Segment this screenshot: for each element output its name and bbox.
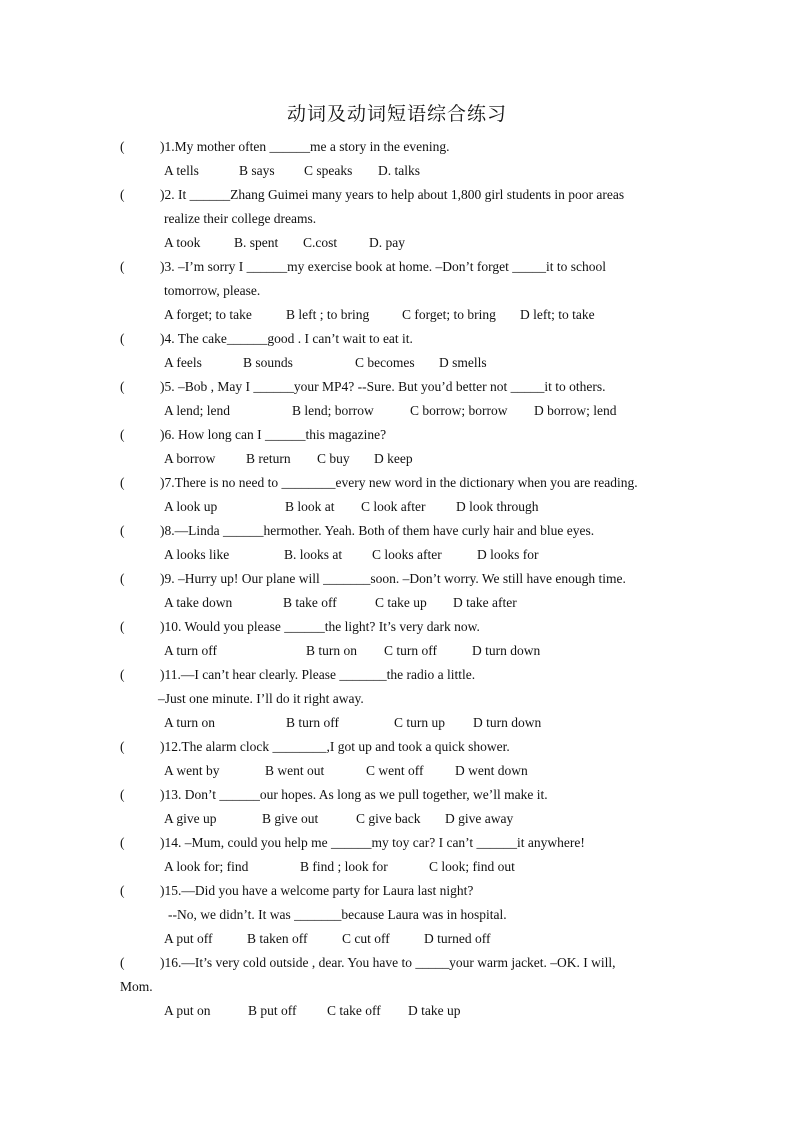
question-8 (120, 519, 594, 543)
option-b: B sounds (243, 355, 293, 370)
question-text: )10. Would you please ______the light? It’s very dark now. (160, 619, 480, 634)
options-2 (164, 231, 405, 255)
option-d: D give away (445, 811, 514, 826)
option-b: B put off (248, 1003, 297, 1018)
option-b: B. spent (234, 235, 279, 250)
option-c: C turn up (394, 715, 446, 730)
option-d: D turned off (424, 931, 491, 946)
option-a: A went by (164, 763, 220, 778)
options-13 (164, 807, 513, 831)
option-b: B went out (265, 763, 325, 778)
option-b: B turn on (306, 643, 358, 658)
options-14 (164, 855, 515, 879)
question-2-continuation: realize their college dreams. (164, 211, 317, 226)
question-9 (120, 567, 626, 591)
option-c: C take off (327, 1003, 381, 1018)
option-c: C look; find out (429, 859, 515, 874)
option-a: A turn off (164, 643, 217, 658)
worksheet-title: 动词及动词短语综合练习 (286, 103, 507, 125)
option-a: A put on (164, 1003, 211, 1018)
answer-paren: ( (120, 259, 125, 274)
options-12 (164, 759, 528, 783)
question-6 (120, 423, 386, 447)
option-a: A took (164, 235, 201, 250)
answer-paren: ( (120, 667, 125, 682)
options-15 (164, 927, 491, 951)
option-a: A look up (164, 499, 218, 514)
option-b: B left ; to bring (286, 307, 370, 322)
question-14 (120, 831, 585, 855)
question-11-continuation: –Just one minute. I’ll do it right away. (158, 691, 364, 706)
option-d: D. pay (369, 235, 405, 250)
option-d: D look through (456, 499, 539, 514)
question-text: )4. The cake______good . I can’t wait to eat it. (160, 331, 413, 346)
option-d: D take after (453, 595, 517, 610)
option-c: C take up (375, 595, 427, 610)
answer-paren: ( (120, 739, 125, 754)
option-d: D keep (374, 451, 413, 466)
answer-paren: ( (120, 139, 125, 154)
option-c: C give back (356, 811, 421, 826)
option-b: B look at (285, 499, 335, 514)
answer-paren: ( (120, 883, 125, 898)
answer-paren: ( (120, 379, 125, 394)
question-11 (120, 663, 475, 687)
answer-paren: ( (120, 331, 125, 346)
question-12 (120, 735, 510, 759)
question-text: )2. It ______Zhang Guimei many years to help about 1,800 girl students in poor areas (160, 187, 625, 202)
answer-paren: ( (120, 475, 125, 490)
options-7 (164, 495, 539, 519)
question-text: )5. –Bob , May I ______your MP4? --Sure. But you’d better not _____it to others. (160, 379, 606, 394)
option-c: C.cost (303, 235, 338, 250)
option-d: D take up (408, 1003, 461, 1018)
question-16 (120, 951, 616, 975)
question-4 (120, 327, 413, 351)
options-4 (164, 351, 487, 375)
answer-paren: ( (120, 835, 125, 850)
options-1 (164, 159, 420, 183)
option-c: C buy (317, 451, 350, 466)
options-11 (164, 711, 541, 735)
answer-paren: ( (120, 787, 125, 802)
option-a: A look for; find (164, 859, 249, 874)
options-16 (164, 999, 460, 1023)
question-text: )13. Don’t ______our hopes. As long as we pull together, we’ll make it. (160, 787, 548, 802)
answer-paren: ( (120, 571, 125, 586)
option-b: B give out (262, 811, 319, 826)
option-b: B turn off (286, 715, 339, 730)
answer-paren: ( (120, 427, 125, 442)
option-a: A lend; lend (164, 403, 230, 418)
option-a: A forget; to take (164, 307, 252, 322)
question-text: )12.The alarm clock ________,I got up and took a quick shower. (160, 739, 510, 754)
question-text: )6. How long can I ______this magazine? (160, 427, 387, 442)
question-1 (120, 135, 449, 159)
option-c: C went off (366, 763, 424, 778)
option-b: B find ; look for (300, 859, 388, 874)
option-c: C look after (361, 499, 426, 514)
answer-paren: ( (120, 955, 125, 970)
option-d: D went down (455, 763, 528, 778)
question-15-continuation: --No, we didn’t. It was _______because Laura was in hospital. (168, 907, 507, 922)
option-a: A give up (164, 811, 217, 826)
option-b: B. looks at (284, 547, 343, 562)
options-10 (164, 639, 540, 663)
option-b: B says (239, 163, 275, 178)
question-15 (120, 879, 473, 903)
question-3-continuation: tomorrow, please. (164, 283, 261, 298)
options-9 (164, 591, 517, 615)
option-a: A borrow (164, 451, 216, 466)
options-5 (164, 399, 616, 423)
question-text: )11.—I can’t hear clearly. Please _______the radio a little. (160, 667, 476, 682)
question-13 (120, 783, 548, 807)
option-c: C becomes (355, 355, 415, 370)
question-7 (120, 471, 638, 495)
option-d: D smells (439, 355, 487, 370)
option-c: C borrow; borrow (410, 403, 508, 418)
option-c: C turn off (384, 643, 437, 658)
question-text: )14. –Mum, could you help me ______my toy car? I can’t ______it anywhere! (160, 835, 585, 850)
option-c: C looks after (372, 547, 442, 562)
option-a: A tells (164, 163, 199, 178)
option-c: C speaks (304, 163, 353, 178)
question-text: )7.There is no need to ________every new word in the dictionary when you are reading. (160, 475, 638, 490)
answer-paren: ( (120, 523, 125, 538)
option-b: B lend; borrow (292, 403, 374, 418)
option-d: D turn down (473, 715, 542, 730)
question-3 (120, 255, 606, 279)
question-16-continuation: Mom. (120, 979, 153, 994)
option-d: D borrow; lend (534, 403, 617, 418)
option-c: C cut off (342, 931, 390, 946)
question-5 (120, 375, 605, 399)
question-2 (120, 183, 624, 207)
option-a: A take down (164, 595, 233, 610)
option-d: D turn down (472, 643, 541, 658)
question-text: )9. –Hurry up! Our plane will _______soon. –Don’t worry. We still have enough time. (160, 571, 626, 586)
option-b: B take off (283, 595, 337, 610)
option-d: D. talks (378, 163, 420, 178)
option-a: A looks like (164, 547, 230, 562)
option-c: C forget; to bring (402, 307, 496, 322)
option-b: B return (246, 451, 291, 466)
options-3 (164, 303, 595, 327)
options-6 (164, 447, 413, 471)
answer-paren: ( (120, 619, 125, 634)
option-d: D looks for (477, 547, 539, 562)
question-text: )15.—Did you have a welcome party for Laura last night? (160, 883, 474, 898)
option-a: A feels (164, 355, 202, 370)
option-b: B taken off (247, 931, 308, 946)
question-10 (120, 615, 480, 639)
option-d: D left; to take (520, 307, 595, 322)
option-a: A put off (164, 931, 213, 946)
options-8 (164, 543, 539, 567)
question-text: )16.—It’s very cold outside , dear. You have to _____your warm jacket. –OK. I will, (160, 955, 616, 970)
answer-paren: ( (120, 187, 125, 202)
question-text: )1.My mother often ______me a story in the evening. (160, 139, 450, 154)
question-text: )3. –I’m sorry I ______my exercise book at home. –Don’t forget _____it to school (160, 259, 607, 274)
question-text: )8.—Linda ______hermother. Yeah. Both of them have curly hair and blue eyes. (160, 523, 595, 538)
option-a: A turn on (164, 715, 216, 730)
